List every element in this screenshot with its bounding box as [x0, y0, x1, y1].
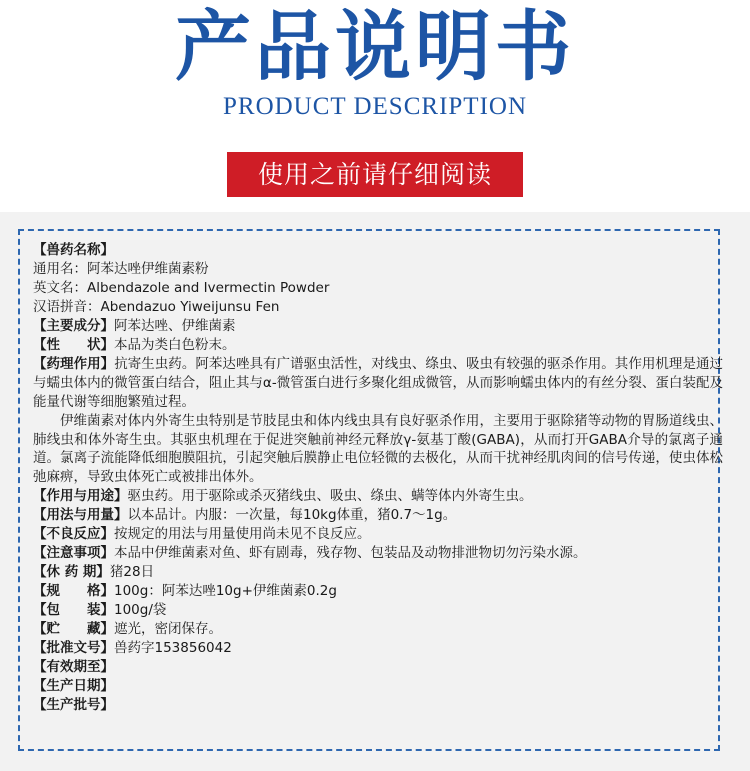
common-name-row: 通用名：阿苯达唑伊维菌素粉 [33, 260, 209, 277]
appearance-value: 本品为类白色粉末。 [114, 336, 236, 353]
dosage-label: 【用法与用量】 [33, 507, 128, 524]
production-date-row [33, 677, 723, 696]
adverse-label: 【不良反应】 [33, 526, 114, 543]
drug-name-label: 【兽药名称】 [33, 242, 114, 258]
adverse-value: 按规定的用法与用量使用尚未见不良反应。 [114, 526, 371, 543]
spec-row [33, 582, 723, 601]
spec-label: 【规 格】 [33, 583, 114, 600]
dosage-value: 以本品计。内服：一次量，每10kg体重，猪0.7～1g。 [127, 507, 457, 524]
appearance-label: 【性 状】 [33, 336, 114, 353]
package-value: 100g/袋 [114, 602, 167, 619]
expiry-row [33, 658, 723, 677]
approval-label: 【批准文号】 [33, 640, 114, 657]
production-date-label: 【生产日期】 [33, 677, 114, 694]
storage-row [33, 620, 723, 639]
batch-row [33, 696, 723, 715]
dosage-row [33, 506, 723, 525]
pinyin-name-row: 汉语拼音：Abendazuo Yiweijunsu Fen [33, 298, 280, 315]
package-row [33, 601, 723, 620]
approval-value: 兽药字153856042 [114, 640, 232, 657]
spec-value: 100g：阿苯达唑10g+伊维菌素0.2g [114, 583, 337, 600]
ingredients-label: 【主要成分】 [33, 317, 114, 334]
adverse-row [33, 525, 723, 544]
ingredients-row [33, 317, 723, 336]
pharmacology-paragraph-1 [33, 355, 723, 412]
read-before-use-banner: 使用之前请仔细阅读 [227, 152, 523, 197]
expiry-label: 【有效期至】 [33, 658, 114, 675]
package-label: 【包 装】 [33, 602, 114, 619]
page-subtitle: PRODUCT DESCRIPTION [223, 93, 527, 120]
description-content [33, 241, 723, 715]
page-title: 产品说明书 [175, 2, 575, 91]
pharmacology-text-1: 抗寄生虫药。阿苯达唑具有广谱驱虫活性，对线虫、绦虫、吸虫有较强的驱杀作用。其作用机理是通过与蠕虫体内的微管蛋白结合，阻止其与α-微管蛋白进行多聚化组成微管，从而影响蠕虫体内的有丝分裂、蛋白装配及能量代谢等细胞繁殖过程。 [33, 355, 724, 410]
approval-row [33, 639, 723, 658]
header [0, 0, 750, 212]
withdrawal-label: 【休 药 期】 [33, 564, 110, 581]
precautions-value: 本品中伊维菌素对鱼、虾有剧毒，残存物、包装品及动物排泄物切勿污染水源。 [114, 545, 587, 562]
indications-row [33, 487, 723, 506]
precautions-label: 【注意事项】 [33, 545, 114, 562]
indications-value: 驱虫药。用于驱除或杀灭猪线虫、吸虫、绦虫、螨等体内外寄生虫。 [127, 488, 533, 505]
ingredients-value: 阿苯达唑、伊维菌素 [114, 317, 236, 334]
drug-name-row [33, 241, 723, 260]
pharmacology-paragraph-2: 伊维菌素对体内外寄生虫特别是节肢昆虫和体内线虫具有良好驱杀作用，主要用于驱除猪等动物的胃肠道线虫、肺线虫和体外寄生虫。其驱虫机理在于促进突触前神经元释放γ-氨基丁酸(GABA)，从而打开GABA介导的氯离子通道。氯离子流能降低细胞膜阻抗，引起突触后膜静止电位轻微的去极化，从而干扰神经肌肉间的信号传递，使虫体松弛麻痹，导致虫体死亡或被排出体外。 [33, 412, 723, 486]
english-name-row: 英文名：Albendazole and Ivermectin Powder [33, 279, 330, 296]
precautions-row [33, 544, 723, 563]
indications-label: 【作用与用途】 [33, 488, 128, 505]
storage-label: 【贮 藏】 [33, 621, 114, 638]
batch-label: 【生产批号】 [33, 696, 114, 713]
appearance-row [33, 336, 723, 355]
withdrawal-value: 猪28日 [109, 564, 155, 581]
storage-value: 遮光，密闭保存。 [114, 621, 222, 638]
pharmacology-label: 【药理作用】 [33, 355, 115, 372]
withdrawal-row [33, 563, 723, 582]
